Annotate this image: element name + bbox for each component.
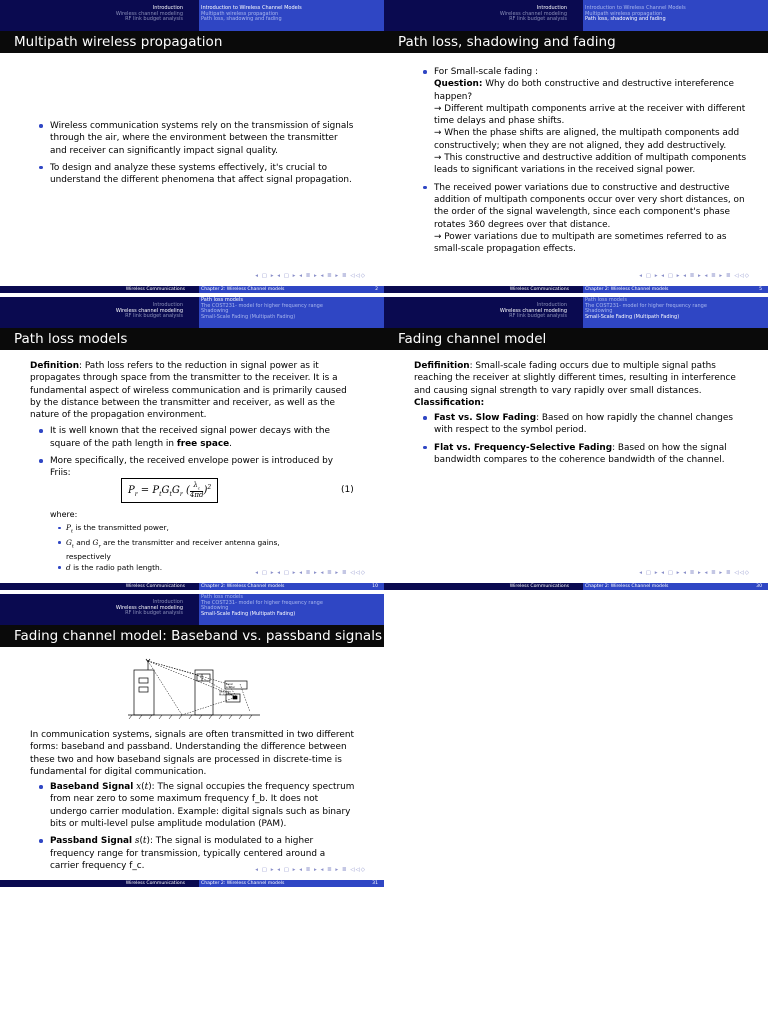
header-subsection[interactable]: Introduction to Wireless Channel Models [201, 5, 302, 11]
slide-footer [384, 286, 768, 293]
slide-footer [0, 583, 384, 590]
answer-line: → This constructive and destructive addition of multipath components leads to significant variations in the received signal power. [434, 153, 747, 176]
slide-multipath [0, 0, 384, 293]
header-subsection[interactable]: The COST231- model for higher frequency range [585, 302, 707, 309]
bullet-text: For Small-scale fading : [434, 67, 538, 77]
diagram-label: Two Main [219, 690, 231, 694]
slide-header [0, 297, 384, 328]
bullet-item: To design and analyze these systems effectively, it's crucial to understand the different phenomena that affect signal propagation. [50, 162, 356, 187]
bullet-text: : The signal is modulated to a higher frequency range for transmission, typically centered around a carrier frequency f_c. [50, 836, 326, 871]
header-subsection[interactable]: Introduction to Wireless Channel Models [585, 5, 686, 11]
list-item: $G_t$ and $G_r$ are the transmitter and receiver antenna gains, respectively [66, 538, 324, 562]
bullet-text: : Based on how the signal bandwidth compares to the coherence bandwidth of the channel. [434, 442, 727, 466]
header-subsection[interactable]: Small-Scale Fading (Multipath Fading) [201, 313, 296, 320]
header-subsection[interactable]: Path loss, shadowing and fading [201, 16, 282, 23]
header-section-introduction[interactable]: Introduction [152, 5, 183, 11]
slide-baseband-passband [0, 594, 384, 887]
footer-chapter: Chapter 2: Wireless Channel models [585, 287, 669, 292]
bullet-item: Wireless communication systems rely on the transmission of signals through the air, where the environment between the transmitter and receiver can significantly impact signal quality. [50, 120, 356, 157]
diagram-label: Multipaths [219, 693, 233, 697]
page-number: 31 [372, 881, 378, 886]
friis-equation: $P_r = P_tG_tG_r$ ( $\frac{\lambda_c}{4\pi d}$ )$^2$ [121, 478, 218, 503]
header-section-introduction[interactable]: Introduction [536, 5, 567, 11]
header-section-link-budget[interactable]: RF link budget analysis [125, 16, 183, 23]
header-sections[interactable] [0, 0, 199, 31]
bullet-text: : The signal occupies the frequency spectrum from near zero to some maximum frequency f_b. It does not undergo carrier modulation. Example: digital signals such as binary bits or multi-level pulse amplitude modulation (PAM). [50, 782, 355, 830]
header-subsections[interactable] [583, 0, 768, 31]
header-subsections[interactable] [583, 297, 768, 328]
bullet-item: Baseband Signal x(t): The signal occupies the frequency spectrum from near zero to some maximum frequency f_b. It does not undergo carrier modulation. Example: digital signals such as binary bits or multi-level pulse amplitude modulation (PAM). [50, 782, 355, 830]
page-number: 2 [375, 287, 378, 292]
slide-title: Fading channel model: Baseband vs. passband signals [0, 625, 384, 647]
header-sections[interactable] [384, 297, 583, 328]
bullet-item [434, 442, 748, 467]
header-subsection[interactable]: Multipath wireless propagation [585, 10, 663, 17]
beamer-nav-icons[interactable]: ◂ ▢ ▸ ◂ ▢ ▸ ◂ ≣ ▸ ◂ ≣ ▸ ≣ ◁◁◇ [639, 273, 750, 279]
equation-number: (1) [341, 485, 354, 495]
bullet-text: It is well known that the received signal power decays with the square of the path length in [50, 426, 330, 449]
answer-line: → Different multipath components arrive at the receiver with different time delays and phase shifts. [434, 103, 746, 127]
header-subsection[interactable]: Shadowing [585, 308, 613, 315]
header-subsection[interactable]: Path loss models [201, 594, 243, 600]
header-subsection[interactable]: Multipath wireless propagation [201, 10, 279, 17]
diagram-label: scatter [226, 686, 236, 689]
definition-paragraph [414, 360, 748, 397]
bullet-text: . [229, 438, 232, 449]
header-section-link-budget[interactable]: RF link budget analysis [125, 610, 183, 617]
footer-course: Wireless Communications [384, 286, 583, 293]
beamer-nav-icons[interactable]: ◂ ▢ ▸ ◂ ▢ ▸ ◂ ≣ ▸ ◂ ≣ ▸ ≣ ◁◁◇ [255, 273, 366, 279]
slide-footer [0, 880, 384, 887]
slide-title: Multipath wireless propagation [0, 31, 384, 53]
answer-line: → Power variations due to multipath are sometimes referred to as small-scale propagation effects. [434, 231, 727, 255]
footer-chapter: Chapter 2: Wireless Channel models [201, 287, 285, 292]
definition-text: : Small-scale fading occurs due to multiple signal paths reaching the receiver at slightly different times, resulting in interference and causing signal strength to vary rapidly over small distances. [414, 361, 736, 396]
header-subsection[interactable]: Path loss, shadowing and fading [585, 16, 666, 23]
bold-term: Passband Signal [50, 836, 133, 847]
where-label: where: [50, 510, 78, 519]
footer-chapter: Chapter 2: Wireless Channel models [585, 584, 669, 589]
footer-course: Wireless Communications [0, 286, 199, 293]
list-item: d is the radio path length. [66, 563, 324, 573]
header-section-link-budget[interactable]: RF link budget analysis [125, 313, 183, 320]
bold-term: Fast vs. Slow Fading [434, 413, 537, 424]
header-subsection[interactable]: Path loss models [201, 297, 243, 303]
beamer-nav-icons[interactable]: ◂ ▢ ▸ ◂ ▢ ▸ ◂ ≣ ▸ ◂ ≣ ▸ ≣ ◁◁◇ [255, 570, 366, 576]
slide-body [30, 360, 356, 485]
intro-paragraph: In communication systems, signals are often transmitted in two different forms: baseband and passband. Understanding the difference between these two and how baseband signals are processed in discrete-time is fundamental for digital communication. [30, 730, 354, 777]
header-subsection[interactable]: Small-Scale Fading (Multipath Fading) [201, 610, 296, 617]
header-section-channel-modeling[interactable]: Wireless channel modeling [115, 604, 183, 611]
definition-label: Defifinition [414, 361, 470, 371]
slide-path-loss-shadowing-fading [384, 0, 768, 293]
list-item: $P_t$ is the transmitted power, [66, 523, 324, 537]
slide-footer [0, 286, 384, 293]
definition-text: is the radio path length. [70, 562, 163, 572]
multipath-illustration [122, 654, 264, 720]
question-text: Why do both constructive and destructive intereference happen? [434, 79, 735, 102]
header-sections[interactable] [0, 594, 199, 625]
slide-body [30, 729, 356, 877]
header-subsection[interactable]: The COST231- model for higher frequency range [201, 302, 323, 309]
header-subsection[interactable]: Path loss models [585, 297, 627, 303]
definition-text: are the transmitter and receiver antenna gains, respectively [66, 537, 280, 561]
definition-paragraph [30, 360, 356, 421]
bold-term: free space [176, 438, 230, 449]
classification-label: Classification: [414, 397, 485, 408]
footer-chapter: Chapter 2: Wireless Channel models [201, 881, 285, 886]
slide-fading-channel-model [384, 297, 768, 590]
header-section-channel-modeling[interactable]: Wireless channel modeling [499, 307, 567, 314]
bold-term: Flat vs. Frequency-Selective Fading [434, 442, 613, 453]
beamer-nav-icons[interactable]: ◂ ▢ ▸ ◂ ▢ ▸ ◂ ≣ ▸ ◂ ≣ ▸ ≣ ◁◁◇ [639, 570, 750, 576]
page-number: 10 [372, 584, 378, 589]
header-section-link-budget[interactable]: RF link budget analysis [509, 313, 567, 320]
header-subsections[interactable] [199, 0, 384, 31]
bold-term: Baseband Signal [50, 782, 134, 793]
header-subsection[interactable]: Shadowing [201, 605, 229, 612]
slide-footer [384, 583, 768, 590]
slide-header [0, 0, 384, 31]
header-section-channel-modeling[interactable]: Wireless channel modeling [499, 10, 567, 17]
footer-chapter: Chapter 2: Wireless Channel models [201, 584, 285, 589]
slide-title: Fading channel model [384, 328, 768, 350]
slide-body [414, 360, 748, 471]
slide-title: Path loss models [0, 328, 384, 350]
definition-text: : Path loss refers to the reduction in signal power as it propagates through space from the transmitter to the receiver. It is a fundamental aspect of wireless communication and is primarily caused by the distance between the transmitter and receiver, as well as the nature of the propagation environment. [30, 361, 347, 421]
bullet-item [434, 66, 748, 177]
footer-course: Wireless Communications [384, 583, 583, 590]
header-subsections[interactable] [199, 297, 384, 328]
bullet-item: More specifically, the received envelope power is introduced by Friis: [50, 455, 356, 480]
bullet-item [50, 425, 356, 450]
answer-line: → When the phase shifts are aligned, the multipath components add constructively; when they are not aligned, they add destructively. [434, 128, 740, 151]
bullet-item [434, 182, 748, 256]
slide-body [414, 66, 748, 260]
footer-course: Wireless Communications [0, 583, 199, 590]
definition-label: Definition [30, 361, 80, 371]
page-number: 5 [759, 287, 762, 292]
footer-course: Wireless Communications [0, 880, 199, 887]
where-block [50, 509, 356, 521]
header-section-introduction[interactable]: Introduction [152, 302, 183, 308]
header-section-introduction[interactable]: Introduction [536, 302, 567, 308]
question-label: Question: [434, 79, 483, 90]
slide-path-loss-models [0, 297, 384, 590]
slide-header [0, 594, 384, 625]
symbol-definitions [42, 523, 324, 574]
diagram-label: Local [226, 683, 233, 686]
header-subsection[interactable]: The COST231- model for higher frequency range [201, 599, 323, 606]
bullet-text: The received power variations due to constructive and destructive addition of multipath components occur over very short distances, on the order of the signal wavelength, since each component's phase rotates 360 degrees over that distance. [434, 182, 745, 230]
header-section-channel-modeling[interactable]: Wireless channel modeling [115, 10, 183, 17]
slide-header [384, 297, 768, 328]
header-section-channel-modeling[interactable]: Wireless channel modeling [115, 307, 183, 314]
header-subsections[interactable] [199, 594, 384, 625]
bullet-text: : Based on how rapidly the channel changes with respect to the symbol period. [434, 413, 733, 436]
beamer-nav-icons[interactable]: ◂ ▢ ▸ ◂ ▢ ▸ ◂ ≣ ▸ ◂ ≣ ▸ ≣ ◁◁◇ [255, 867, 366, 873]
slide-body [30, 120, 356, 191]
header-subsection[interactable]: Small-Scale Fading (Multipath Fading) [585, 313, 680, 320]
definition-text: is the transmitted power, [73, 523, 169, 532]
bullet-item: Passband Signal s(t): The signal is modulated to a higher frequency range for transmission, typically centered around a carrier frequency f_c. [50, 835, 356, 872]
header-sections[interactable] [384, 0, 583, 31]
header-section-introduction[interactable]: Introduction [152, 599, 183, 605]
slide-title: Path loss, shadowing and fading [384, 31, 768, 53]
header-subsection[interactable]: Shadowing [201, 308, 229, 315]
header-sections[interactable] [0, 297, 199, 328]
page-number: 30 [756, 584, 762, 589]
bullet-item [434, 412, 748, 437]
header-section-link-budget[interactable]: RF link budget analysis [509, 16, 567, 23]
slide-header [384, 0, 768, 31]
